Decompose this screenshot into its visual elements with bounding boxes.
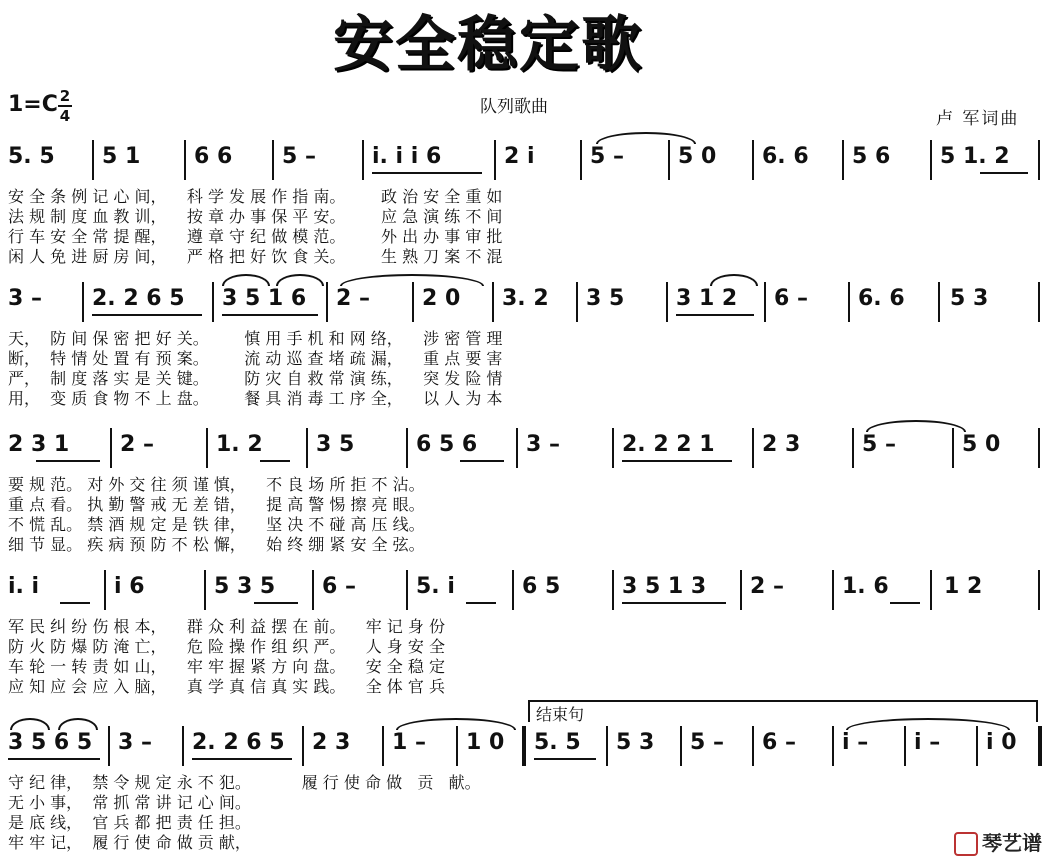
barline	[930, 140, 932, 180]
measure: 3 1 2	[676, 286, 738, 311]
barline	[110, 428, 112, 468]
measure: 2. 2 6 5	[192, 730, 285, 755]
barline	[1038, 140, 1040, 180]
lyric-line-4: 应 知 应 会 应 入 脑， 真 学 真 信 真 实 践。 全 体 官 兵	[8, 677, 445, 696]
lyric-line-4: 细 节 显。 疾 病 预 防 不 松 懈， 始 终 绷 紧 安 全 弦。	[8, 535, 425, 554]
measure: i 0	[986, 730, 1017, 755]
slur	[10, 718, 50, 730]
barline	[668, 140, 670, 180]
measure: 6. 6	[762, 144, 809, 169]
barline	[752, 726, 754, 766]
barline	[204, 570, 206, 610]
barline	[606, 726, 608, 766]
barline	[832, 726, 834, 766]
slur	[222, 274, 270, 286]
barline	[406, 428, 408, 468]
measure: 5. 5	[534, 730, 581, 755]
slur	[340, 274, 484, 286]
underline	[92, 314, 202, 316]
underline	[980, 172, 1028, 174]
song-title: 安全稳定歌	[333, 10, 643, 80]
underline	[260, 460, 290, 462]
measure: 2 3	[312, 730, 351, 755]
underline	[534, 758, 596, 760]
measure: 6 –	[322, 574, 356, 599]
measure: 2 0	[422, 286, 461, 311]
slur	[58, 718, 98, 730]
measure: 6 –	[774, 286, 808, 311]
lyric-line-2: 重 点 看。 执 勤 警 戒 无 差 错， 提 高 警 惕 擦 亮 眼。	[8, 495, 425, 514]
barline	[740, 570, 742, 610]
site-logo	[954, 827, 1042, 857]
barline	[312, 570, 314, 610]
underline	[466, 602, 496, 604]
measure: 1 0	[466, 730, 505, 755]
barline	[680, 726, 682, 766]
barline	[82, 282, 84, 322]
lyric-line-1: 守 纪 律， 禁 令 规 定 永 不 犯。 履 行 使 命 做 贡 献。	[8, 773, 481, 792]
lyric-line-4: 用， 变 质 食 物 不 上 盘。 餐 具 消 毒 工 序 全， 以 人 为 本	[8, 389, 503, 408]
measure: 5 3	[616, 730, 655, 755]
barline	[930, 570, 932, 610]
lyric-line-1: 要 规 范。 对 外 交 往 须 谨 慎， 不 良 场 所 拒 不 沾。	[8, 475, 425, 494]
barline	[764, 282, 766, 322]
measure: 2 –	[750, 574, 784, 599]
underline	[36, 460, 100, 462]
logo-text: 琴艺谱	[982, 830, 1042, 855]
barline	[852, 428, 854, 468]
measure: 2. 2 2 1	[622, 432, 715, 457]
measure: 2 –	[120, 432, 154, 457]
measure: 3 5	[586, 286, 625, 311]
measure: 2 3	[762, 432, 801, 457]
measure: 5 –	[862, 432, 896, 457]
barline	[842, 140, 844, 180]
measure: 5 6	[852, 144, 891, 169]
barline	[494, 140, 496, 180]
slur	[396, 718, 516, 730]
measure: 1 2	[944, 574, 983, 599]
measure: 2. 2 6 5	[92, 286, 185, 311]
measure: 2 i	[504, 144, 535, 169]
measure: 3 5	[316, 432, 355, 457]
song-subtitle: 队列歌曲	[480, 97, 548, 117]
underline	[60, 602, 90, 604]
underline	[622, 602, 726, 604]
measure: 6 –	[762, 730, 796, 755]
measure: 3 5 1 3	[622, 574, 707, 599]
barline	[1038, 570, 1040, 610]
barline	[182, 726, 184, 766]
barline	[206, 428, 208, 468]
meter-bottom: 4	[59, 107, 71, 125]
underline	[372, 172, 482, 174]
lyric-line-2: 防 火 防 爆 防 淹 亡， 危 险 操 作 组 织 严。 人 身 安 全	[8, 637, 445, 656]
lyric-line-3: 行 车 安 全 常 提 醒， 遵 章 守 纪 做 模 范。 外 出 办 事 审 批	[8, 227, 503, 246]
barline	[580, 140, 582, 180]
measure: 3 –	[526, 432, 560, 457]
barline	[612, 428, 614, 468]
measure: 5 –	[282, 144, 316, 169]
barline	[516, 428, 518, 468]
barline	[272, 140, 274, 180]
underline	[254, 602, 298, 604]
barline	[306, 428, 308, 468]
measure: 2 –	[336, 286, 370, 311]
lyric-line-4: 牢 牢 记， 履 行 使 命 做 贡 献，	[8, 833, 251, 852]
lyric-line-3: 是 底 线， 官 兵 都 把 责 任 担。	[8, 813, 251, 832]
time-signature	[58, 88, 72, 124]
ending-label: 结束句	[536, 705, 585, 724]
barline	[104, 570, 106, 610]
lyric-line-1: 军 民 纠 纷 伤 根 本， 群 众 利 益 摆 在 前。 牢 记 身 份	[8, 617, 445, 636]
measure: 3 5 6 5	[8, 730, 93, 755]
barline	[362, 140, 364, 180]
barline	[108, 726, 110, 766]
song-author: 卢 军词曲	[936, 109, 1020, 129]
measure: 5. i	[416, 574, 455, 599]
measure: 3. 2	[502, 286, 549, 311]
lyric-line-2: 无 小 事， 常 抓 常 讲 记 心 间。	[8, 793, 251, 812]
measure: i –	[842, 730, 869, 755]
slur	[276, 274, 324, 286]
barline	[576, 282, 578, 322]
barline	[212, 282, 214, 322]
meter-top: 2	[59, 87, 71, 105]
measure: 5. 5	[8, 144, 55, 169]
underline	[8, 758, 100, 760]
barline	[382, 726, 384, 766]
barline	[848, 282, 850, 322]
barline	[752, 140, 754, 180]
barline	[938, 282, 940, 322]
measure: 5 0	[962, 432, 1001, 457]
barline	[1038, 428, 1040, 468]
measure: 3 5 1 6	[222, 286, 307, 311]
measure: 6 5 6	[416, 432, 478, 457]
lyric-line-2: 法 规 制 度 血 教 训， 按 章 办 事 保 平 安。 应 急 演 练 不 间	[8, 207, 503, 226]
underline	[192, 758, 292, 760]
measure: 6 6	[194, 144, 233, 169]
measure: i. i i 6	[372, 144, 442, 169]
underline	[222, 314, 318, 316]
barline	[412, 282, 414, 322]
lyric-line-2: 断， 特 情 处 置 有 预 案。 流 动 巡 查 堵 疏 漏， 重 点 要 害	[8, 349, 503, 368]
underline	[622, 460, 732, 462]
underline	[676, 314, 754, 316]
measure: 5 –	[690, 730, 724, 755]
lyric-line-4: 闲 人 免 进 厨 房 间， 严 格 把 好 饮 食 关。 生 熟 刀 案 不 混	[8, 247, 503, 266]
measure: 1. 6	[842, 574, 889, 599]
barline	[752, 428, 754, 468]
barline	[406, 570, 408, 610]
measure: 6 5	[522, 574, 561, 599]
barline	[904, 726, 906, 766]
barline	[666, 282, 668, 322]
measure: 3 –	[118, 730, 152, 755]
measure: 5 1. 2	[940, 144, 1010, 169]
barline	[512, 570, 514, 610]
lyric-line-3: 不 慌 乱。 禁 酒 规 定 是 铁 律， 坚 决 不 碰 高 压 线。	[8, 515, 425, 534]
lyric-line-1: 天， 防 间 保 密 把 好 关。 慎 用 手 机 和 网 络， 涉 密 管 理	[8, 329, 503, 348]
barline	[976, 726, 978, 766]
lyric-line-1: 安 全 条 例 记 心 间， 科 学 发 展 作 指 南。 政 治 安 全 重 如	[8, 187, 503, 206]
measure: i –	[914, 730, 941, 755]
measure: 2 3 1	[8, 432, 70, 457]
final-barline	[1038, 726, 1042, 766]
measure: i. i	[8, 574, 40, 599]
barline	[326, 282, 328, 322]
slur	[866, 420, 966, 432]
measure: i 6	[114, 574, 145, 599]
barline	[456, 726, 458, 766]
lyric-line-3: 车 轮 一 转 责 如 山， 牢 牢 握 紧 方 向 盘。 安 全 稳 定	[8, 657, 445, 676]
barline	[612, 570, 614, 610]
barline	[492, 282, 494, 322]
measure: 5 1	[102, 144, 141, 169]
key-signature: 1=C	[8, 92, 58, 117]
measure: 6. 6	[858, 286, 905, 311]
barline	[184, 140, 186, 180]
measure: 3 –	[8, 286, 42, 311]
measure: 5 –	[590, 144, 624, 169]
barline	[952, 428, 954, 468]
barline	[302, 726, 304, 766]
underline	[890, 602, 920, 604]
lyric-line-3: 严， 制 度 落 实 是 关 键。 防 灾 自 救 常 演 练， 突 发 险 情	[8, 369, 503, 388]
slur	[710, 274, 758, 286]
barline	[832, 570, 834, 610]
barline	[1038, 282, 1040, 322]
underline	[460, 460, 504, 462]
slur	[596, 132, 696, 144]
measure: 5 3 5	[214, 574, 276, 599]
barline	[92, 140, 94, 180]
logo-icon	[954, 832, 978, 856]
measure: 5 3	[950, 286, 989, 311]
measure: 1. 2	[216, 432, 263, 457]
measure: 5 0	[678, 144, 717, 169]
repeat-barline	[522, 726, 526, 766]
measure: 1 –	[392, 730, 426, 755]
